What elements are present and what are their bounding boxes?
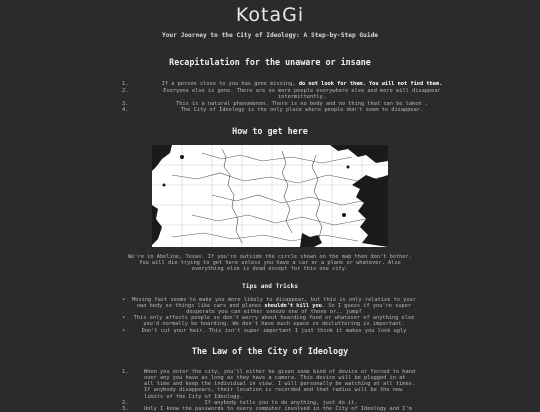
list-number: 2. (122, 399, 129, 406)
list-number: 1. (122, 81, 129, 87)
emphasis: do not look for them. You will not find them. (298, 81, 443, 87)
list-text: Moving fast seems to make you more likely to disappear, but this is only relative to your own body so things like cars and planes shouldn't kill you. So I guess if you're super desperate you can either sneeze one of those or.. jump? (132, 296, 416, 315)
list-item (122, 315, 416, 327)
recap-list (122, 81, 460, 114)
bullet-icon: • (122, 315, 126, 322)
bullet-icon: • (122, 296, 126, 303)
list-number: 4. (122, 107, 129, 114)
page-subtitle: Your Journey to the City of Ideology: A Step-by-Step Guide (161, 32, 379, 39)
list-text: If anybody tells you to do anything, just do it. (204, 399, 358, 406)
site-title: KotaGi (235, 4, 305, 26)
list-item (122, 88, 460, 101)
list-number: 1. (122, 368, 129, 375)
law-list (122, 369, 418, 412)
tips-list (122, 297, 416, 334)
map-caption: We're in Abeline, Texas. If you're outside the circle shown on the map then don't bother. You will die trying to get here unless you have a car or a plane or whatever. Also everything else is dead except for this one city. (128, 253, 412, 273)
list-number: 2. (122, 87, 129, 94)
list-number: 3. (122, 100, 129, 107)
list-text: This is a natural phenomenon. There is no body and no thing that can be taken . (176, 100, 428, 107)
list-text: This only affects people so don't worry about hoarding food or whatever of anything else you'd normally be hoarding. We don't have much space so decluttering is important. (133, 315, 415, 328)
emphasis: shouldn't kill you (264, 302, 322, 309)
list-text: When you enter the city, you'll either be given some kind of device or forced to hand over any you have as long as they have a camera. This device will be plugged in at all time and keep the individual in view. I will personally be watching at all times. If anybody disappears, their location is recorded and that radius will be the new limits of the City of Ideology. (144, 368, 416, 400)
tips-heading: Tips and Tricks (242, 282, 298, 290)
list-item (122, 328, 416, 334)
bullet-icon: • (122, 327, 126, 334)
list-text: Only I know the passwords to every computer involved in the City of Ideology and I'm (144, 406, 412, 412)
recap-heading: Recapitulation for the unaware or insane (169, 57, 371, 67)
list-text: Don't cut your hair. This isn't super important I just think it makes you look ugly (141, 327, 407, 334)
list-text: The City of Ideology is the only place where people don't seem to disappear. (180, 107, 424, 114)
list-item (122, 101, 460, 108)
list-item (122, 369, 418, 400)
map-image (152, 145, 388, 247)
how-heading: How to get here (232, 125, 308, 136)
list-text: Everyone else is gone. There are no more people everywhere else and more will disappear intermittently. (163, 87, 441, 101)
list-item (122, 107, 460, 114)
list-item (122, 297, 416, 316)
list-text: If a person close to you has gone missing, do not look for them. You will not find them. (161, 81, 443, 87)
list-number: 3. (122, 406, 129, 412)
list-item (122, 81, 460, 88)
law-heading: The Law of the City of Ideology (191, 345, 349, 356)
page (0, 4, 540, 412)
list-item (122, 406, 418, 412)
